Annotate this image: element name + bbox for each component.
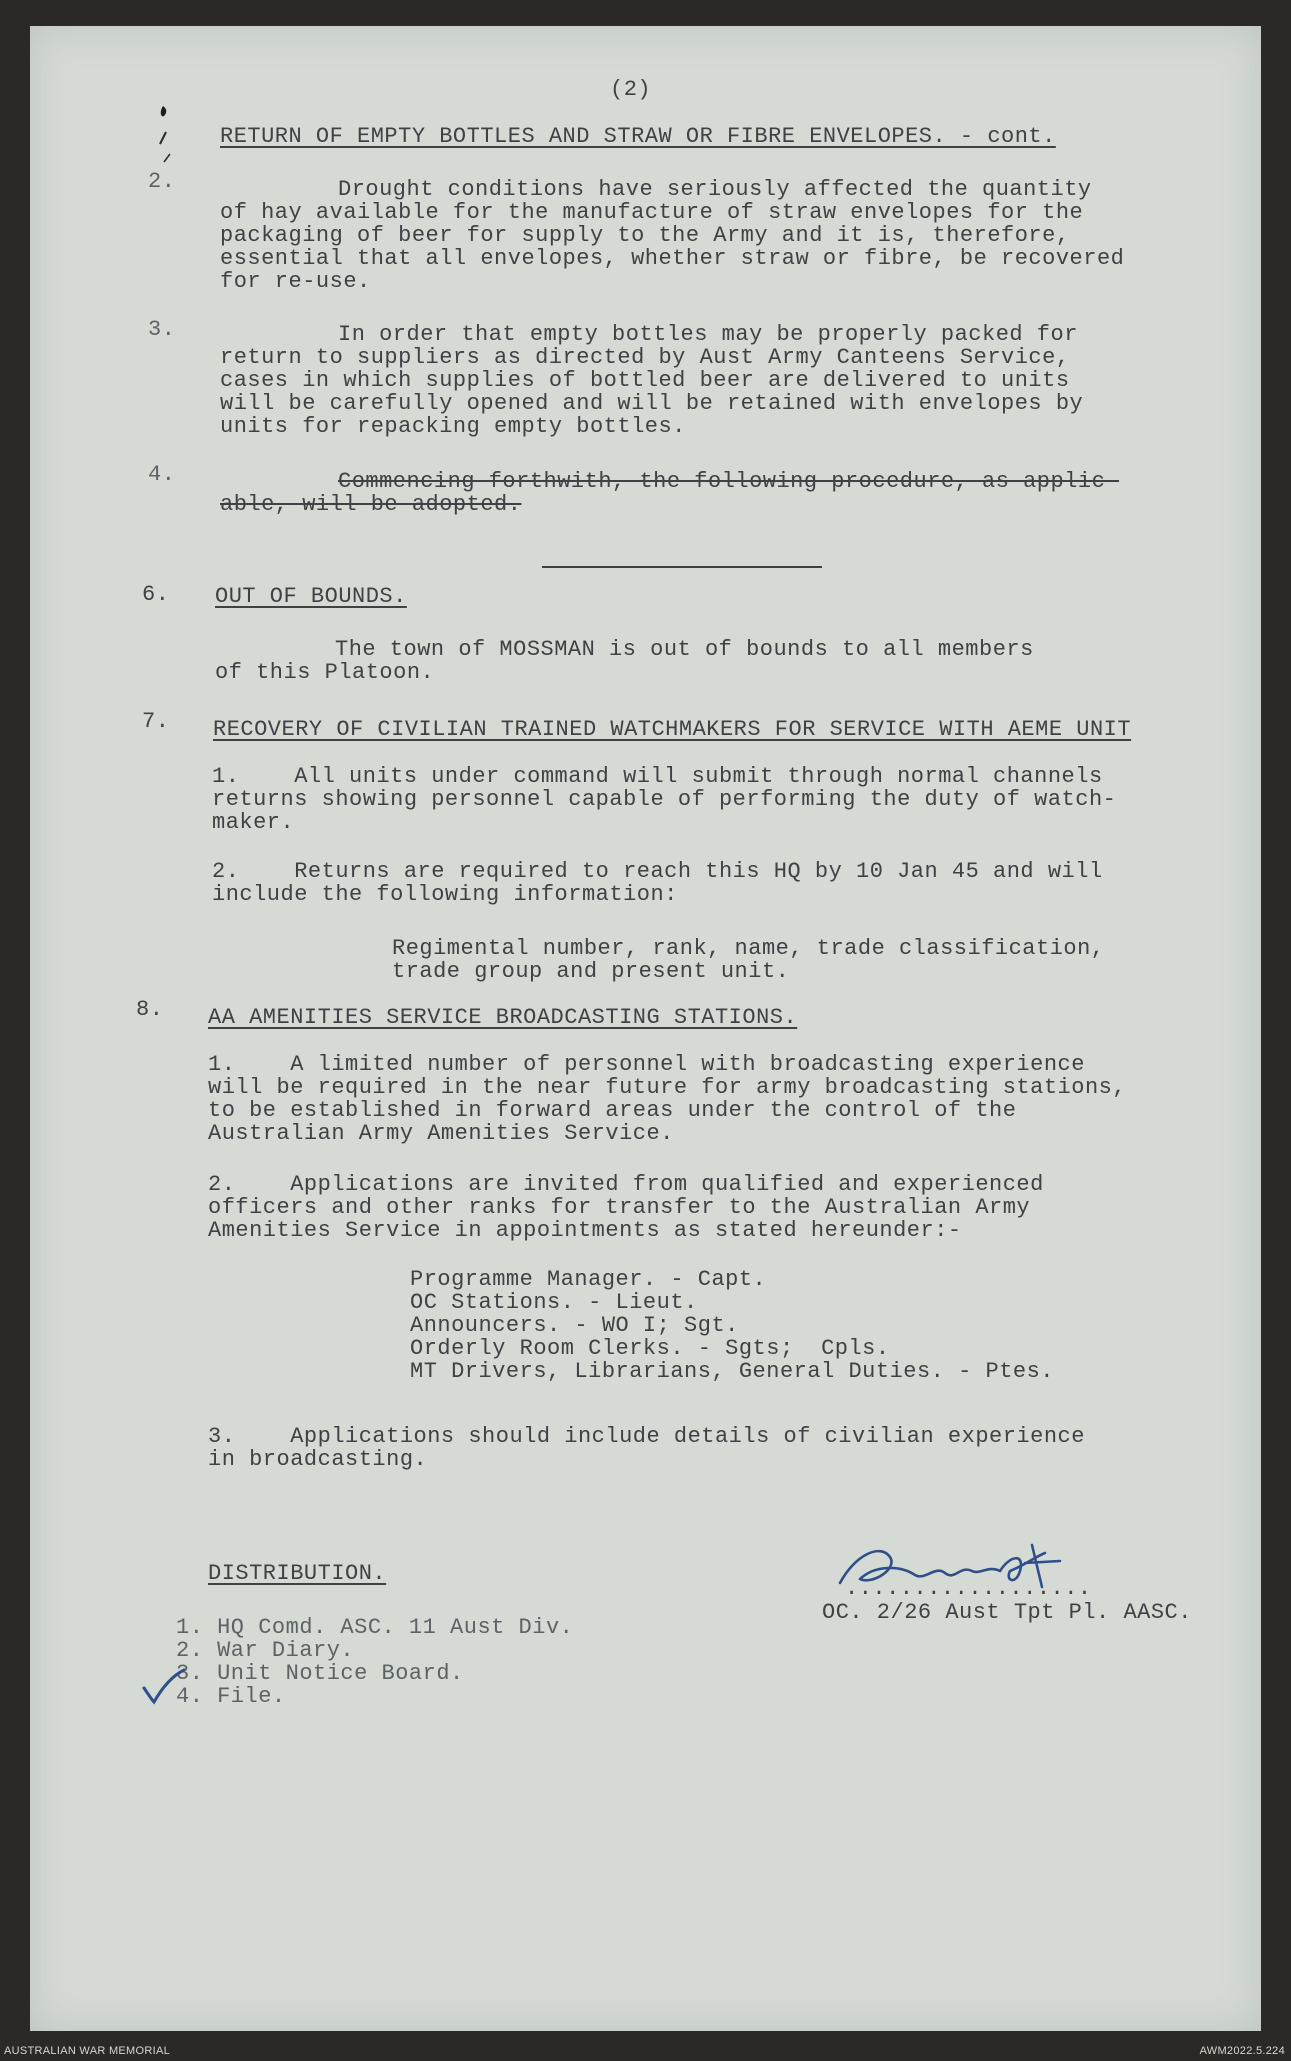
section-divider xyxy=(542,566,822,568)
punch-hole-marks xyxy=(150,88,190,178)
distribution-item-4: 4. File. xyxy=(176,1684,286,1709)
footer-right: AWM2022.5.224 xyxy=(1199,2045,1285,2057)
para-3-line-1: In order that empty bottles may be properly packed for xyxy=(338,322,1078,347)
para-number-3: 3. xyxy=(148,317,176,342)
watchmakers-p1-line-2: returns showing personnel capable of performing the duty of watch- xyxy=(212,787,1117,812)
broadcasting-p2-line-2: officers and other ranks for transfer to the Australian Army xyxy=(208,1195,1031,1220)
appointment-1: Programme Manager. - Capt. xyxy=(410,1267,767,1292)
bounds-line-1: The town of MOSSMAN is out of bounds to all members xyxy=(335,637,1034,662)
watchmakers-p1-line-1: 1. All units under command will submit through normal channels xyxy=(212,764,1103,789)
watchmakers-p2-line-2: include the following information: xyxy=(212,882,678,907)
para-2-line-2: of hay available for the manufacture of straw envelopes for the xyxy=(220,200,1084,225)
para-number-4: 4. xyxy=(148,462,176,487)
bounds-line-2: of this Platoon. xyxy=(215,660,435,685)
watchmakers-p1-line-3: maker. xyxy=(212,810,295,835)
distribution-item-2: 2. War Diary. xyxy=(176,1638,355,1663)
para-3-line-3: cases in which supplies of bottled beer are delivered to units xyxy=(220,368,1070,393)
signature-image xyxy=(820,1535,1080,1605)
footer-left: AUSTRALIAN WAR MEMORIAL xyxy=(4,2045,171,2057)
para-3-line-5: units for repacking empty bottles. xyxy=(220,414,686,439)
watchmakers-info-line-2: trade group and present unit. xyxy=(392,959,790,984)
page-number: (2) xyxy=(610,77,652,102)
section-number-6: 6. xyxy=(142,582,170,607)
watchmakers-p2-line-1: 2. Returns are required to reach this HQ by 10 Jan 45 and will xyxy=(212,859,1103,884)
para-4-line-1: Commencing forthwith, the following procedure, as applic- xyxy=(338,469,1120,494)
distribution-heading: DISTRIBUTION. xyxy=(208,1561,387,1586)
tick-mark-icon xyxy=(140,1668,190,1708)
section-heading-out-of-bounds: OUT OF BOUNDS. xyxy=(215,584,407,609)
appointment-3: Announcers. - WO I; Sgt. xyxy=(410,1313,739,1338)
distribution-item-3: 3. Unit Notice Board. xyxy=(176,1661,464,1686)
section-heading-watchmakers: RECOVERY OF CIVILIAN TRAINED WATCHMAKERS FOR SERVICE WITH AEME UNIT xyxy=(213,717,1132,742)
para-3-line-4: will be carefully opened and will be retained with envelopes by xyxy=(220,391,1084,416)
para-number-2: 2. xyxy=(148,169,176,194)
signature-block: OC. 2/26 Aust Tpt Pl. AASC. xyxy=(822,1600,1192,1625)
para-2-line-4: essential that all envelopes, whether straw or fibre, be recovered xyxy=(220,246,1125,271)
broadcasting-p1-line-1: 1. A limited number of personnel with broadcasting experience xyxy=(208,1052,1085,1077)
signature-dots: .................. xyxy=(845,1576,1092,1601)
para-2-line-3: packaging of beer for supply to the Army and it is, therefore, xyxy=(220,223,1070,248)
appointment-4: Orderly Room Clerks. - Sgts; Cpls. xyxy=(410,1336,890,1361)
broadcasting-p2-line-1: 2. Applications are invited from qualified and experienced xyxy=(208,1172,1044,1197)
broadcasting-p1-line-3: to be established in forward areas under the control of the xyxy=(208,1098,1017,1123)
para-2-line-5: for re-use. xyxy=(220,269,371,294)
broadcasting-p3-line-2: in broadcasting. xyxy=(208,1447,428,1472)
section-heading-bottles: RETURN OF EMPTY BOTTLES AND STRAW OR FIBRE ENVELOPES. - cont. xyxy=(220,124,1056,149)
section-number-8: 8. xyxy=(136,997,164,1022)
para-2-line-1: Drought conditions have seriously affected the quantity xyxy=(338,177,1092,202)
section-heading-broadcasting: AA AMENITIES SERVICE BROADCASTING STATIONS. xyxy=(208,1005,798,1030)
para-4-line-2: able, will be adopted. xyxy=(220,492,522,517)
broadcasting-p1-line-4: Australian Army Amenities Service. xyxy=(208,1121,674,1146)
watchmakers-info-line-1: Regimental number, rank, name, trade classification, xyxy=(392,936,1105,961)
para-3-line-2: return to suppliers as directed by Aust Army Canteens Service, xyxy=(220,345,1070,370)
appointment-5: MT Drivers, Librarians, General Duties. - Ptes. xyxy=(410,1359,1055,1384)
appointment-2: OC Stations. - Lieut. xyxy=(410,1290,698,1315)
distribution-item-1: 1. HQ Comd. ASC. 11 Aust Div. xyxy=(176,1615,574,1640)
broadcasting-p3-line-1: 3. Applications should include details of civilian experience xyxy=(208,1424,1085,1449)
broadcasting-p2-line-3: Amenities Service in appointments as stated hereunder:- xyxy=(208,1218,962,1243)
section-number-7: 7. xyxy=(142,709,170,734)
broadcasting-p1-line-2: will be required in the near future for army broadcasting stations, xyxy=(208,1075,1127,1100)
